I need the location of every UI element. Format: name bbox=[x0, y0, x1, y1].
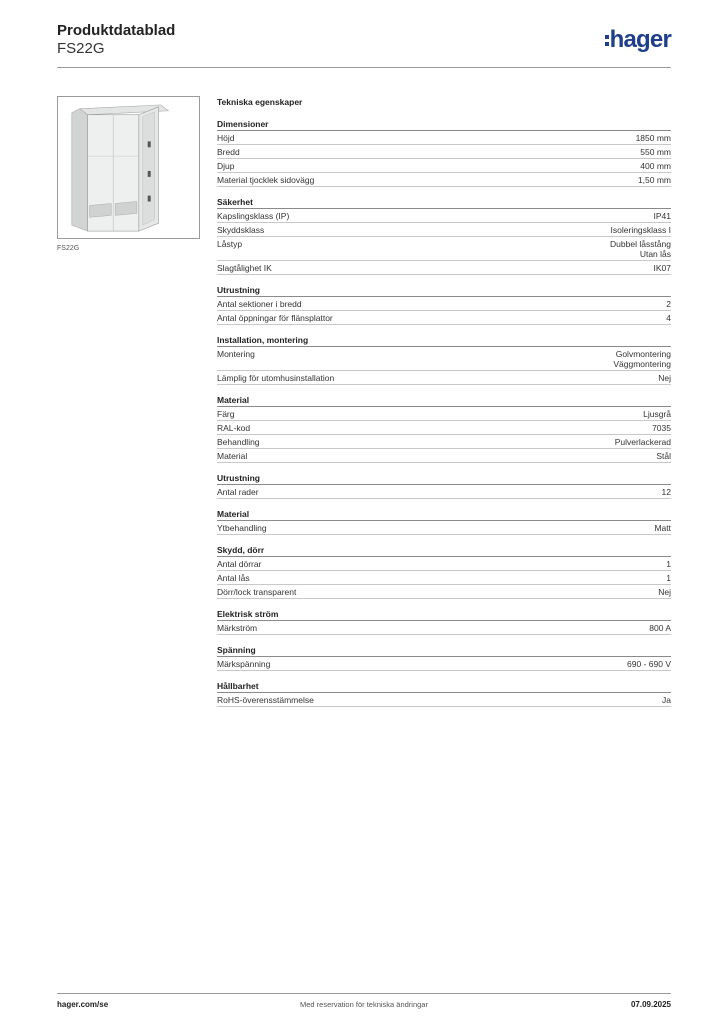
property-value-line: 400 mm bbox=[640, 161, 671, 171]
footer-website: hager.com/se bbox=[57, 1000, 109, 1009]
property-row bbox=[217, 557, 671, 571]
property-value-line: 2 bbox=[666, 299, 671, 309]
page-footer bbox=[57, 993, 671, 1013]
properties-sections bbox=[217, 118, 671, 707]
property-row bbox=[217, 209, 671, 223]
property-row bbox=[217, 657, 671, 671]
logo-dots-icon bbox=[605, 35, 609, 46]
property-value-line: Ja bbox=[662, 695, 671, 705]
property-value bbox=[652, 423, 671, 433]
property-value-line: 690 - 690 V bbox=[627, 659, 671, 669]
property-value bbox=[640, 147, 671, 157]
section-title: Spänning bbox=[217, 644, 671, 657]
property-label: Antal rader bbox=[217, 487, 259, 497]
property-label: Material bbox=[217, 451, 248, 461]
property-value bbox=[643, 409, 671, 419]
property-value-line: Dubbel låsstång bbox=[610, 239, 671, 249]
property-value-line: Väggmontering bbox=[613, 359, 671, 369]
property-label: Bredd bbox=[217, 147, 240, 157]
property-value bbox=[610, 239, 671, 259]
property-value bbox=[666, 559, 671, 569]
property-label: RoHS-överensstämmelse bbox=[217, 695, 314, 705]
property-value-line: 12 bbox=[661, 487, 671, 497]
property-value bbox=[654, 263, 672, 273]
property-label: Behandling bbox=[217, 437, 260, 447]
property-label: Kapslingsklass (IP) bbox=[217, 211, 290, 221]
logo-text: hager bbox=[609, 26, 671, 53]
property-row bbox=[217, 173, 671, 187]
property-section bbox=[217, 284, 671, 325]
property-value bbox=[640, 161, 671, 171]
property-value-line: Utan lås bbox=[639, 249, 671, 259]
property-value-line: Isoleringsklass I bbox=[610, 225, 671, 235]
property-row bbox=[217, 521, 671, 535]
property-value bbox=[666, 313, 671, 323]
property-row bbox=[217, 585, 671, 599]
section-title: Utrustning bbox=[217, 472, 671, 485]
property-label: Material tjocklek sidovägg bbox=[217, 175, 315, 185]
property-label: Slagtålighet IK bbox=[217, 263, 272, 273]
property-label: Lämplig för utomhusinstallation bbox=[217, 373, 335, 383]
property-label: Märkspänning bbox=[217, 659, 271, 669]
property-row bbox=[217, 159, 671, 173]
property-value-line: Pulverlackerad bbox=[614, 437, 671, 447]
property-section bbox=[217, 394, 671, 463]
property-value bbox=[662, 695, 671, 705]
property-value bbox=[649, 623, 671, 633]
property-row bbox=[217, 693, 671, 707]
property-label: Antal öppningar för flänsplattor bbox=[217, 313, 333, 323]
cabinet-illustration bbox=[58, 97, 199, 238]
property-row bbox=[217, 421, 671, 435]
property-section bbox=[217, 118, 671, 187]
hager-logo bbox=[605, 28, 671, 52]
property-row bbox=[217, 311, 671, 325]
product-code: FS22G bbox=[57, 40, 105, 57]
technical-properties bbox=[217, 96, 671, 716]
property-value bbox=[638, 175, 671, 185]
property-row bbox=[217, 131, 671, 145]
property-row bbox=[217, 571, 671, 585]
image-caption: FS22G bbox=[57, 245, 80, 252]
property-value bbox=[656, 451, 671, 461]
property-value-line: 7035 bbox=[652, 423, 671, 433]
property-label: Dörr/lock transparent bbox=[217, 587, 297, 597]
property-value bbox=[658, 587, 671, 597]
property-section bbox=[217, 472, 671, 499]
property-value-line: 1850 mm bbox=[635, 133, 671, 143]
property-row bbox=[217, 371, 671, 385]
property-label: Märkström bbox=[217, 623, 258, 633]
property-row bbox=[217, 297, 671, 311]
property-label: Djup bbox=[217, 161, 235, 171]
property-row bbox=[217, 223, 671, 237]
footer-disclaimer: Med reservation för tekniska ändringar bbox=[300, 1000, 428, 1009]
property-value-line: 1 bbox=[666, 573, 671, 583]
section-title: Material bbox=[217, 394, 671, 407]
property-value-line: 4 bbox=[666, 313, 671, 323]
property-label: Färg bbox=[217, 409, 235, 419]
properties-title: Tekniska egenskaper bbox=[217, 97, 303, 107]
property-value bbox=[636, 133, 671, 143]
property-value bbox=[666, 299, 671, 309]
property-row bbox=[217, 449, 671, 463]
property-section bbox=[217, 680, 671, 707]
property-row bbox=[217, 435, 671, 449]
property-value-line: 800 A bbox=[649, 623, 671, 633]
property-row bbox=[217, 407, 671, 421]
property-label: Antal dörrar bbox=[217, 559, 262, 569]
page-header bbox=[57, 22, 671, 68]
property-label: Antal sektioner i bredd bbox=[217, 299, 302, 309]
property-row bbox=[217, 485, 671, 499]
property-row bbox=[217, 237, 671, 261]
property-value-line: Ljusgrå bbox=[643, 409, 671, 419]
property-value bbox=[654, 211, 672, 221]
property-value-line: 1 bbox=[666, 559, 671, 569]
property-section bbox=[217, 334, 671, 385]
property-value-line: 1,50 mm bbox=[637, 175, 671, 185]
property-label: Antal lås bbox=[217, 573, 250, 583]
property-value-line: Nej bbox=[658, 587, 671, 597]
property-value bbox=[662, 487, 671, 497]
property-label: Skyddsklass bbox=[217, 225, 265, 235]
section-title: Material bbox=[217, 508, 671, 521]
property-section bbox=[217, 544, 671, 599]
property-row bbox=[217, 261, 671, 275]
property-value bbox=[613, 349, 671, 369]
document-title: Produktdatablad bbox=[57, 22, 176, 39]
property-value-line: IK07 bbox=[653, 263, 671, 273]
product-image bbox=[57, 96, 200, 239]
property-value-line: Nej bbox=[658, 373, 671, 383]
property-value bbox=[627, 659, 671, 669]
property-value bbox=[666, 573, 671, 583]
property-value bbox=[654, 523, 671, 533]
property-value bbox=[658, 373, 671, 383]
property-label: Låstyp bbox=[217, 239, 243, 249]
property-section bbox=[217, 196, 671, 275]
property-value bbox=[611, 225, 671, 235]
section-title: Hållbarhet bbox=[217, 680, 671, 693]
section-title: Skydd, dörr bbox=[217, 544, 671, 557]
property-value-line: Stål bbox=[656, 451, 671, 461]
property-label: Höjd bbox=[217, 133, 235, 143]
property-label: Ytbehandling bbox=[217, 523, 267, 533]
property-section bbox=[217, 608, 671, 635]
property-section bbox=[217, 644, 671, 671]
property-value-line: 550 mm bbox=[640, 147, 671, 157]
section-title: Säkerhet bbox=[217, 196, 671, 209]
property-value-line: Golvmontering bbox=[615, 349, 671, 359]
property-value bbox=[615, 437, 671, 447]
property-row bbox=[217, 621, 671, 635]
property-row bbox=[217, 145, 671, 159]
property-label: RAL-kod bbox=[217, 423, 251, 433]
section-title: Elektrisk ström bbox=[217, 608, 671, 621]
property-label: Montering bbox=[217, 349, 255, 359]
property-section bbox=[217, 508, 671, 535]
property-row bbox=[217, 347, 671, 371]
footer-date: 07.09.2025 bbox=[630, 1000, 671, 1009]
section-title: Installation, montering bbox=[217, 334, 671, 347]
property-value-line: Matt bbox=[654, 523, 671, 533]
property-value-line: IP41 bbox=[653, 211, 671, 221]
section-title: Utrustning bbox=[217, 284, 671, 297]
section-title: Dimensioner bbox=[217, 118, 671, 131]
